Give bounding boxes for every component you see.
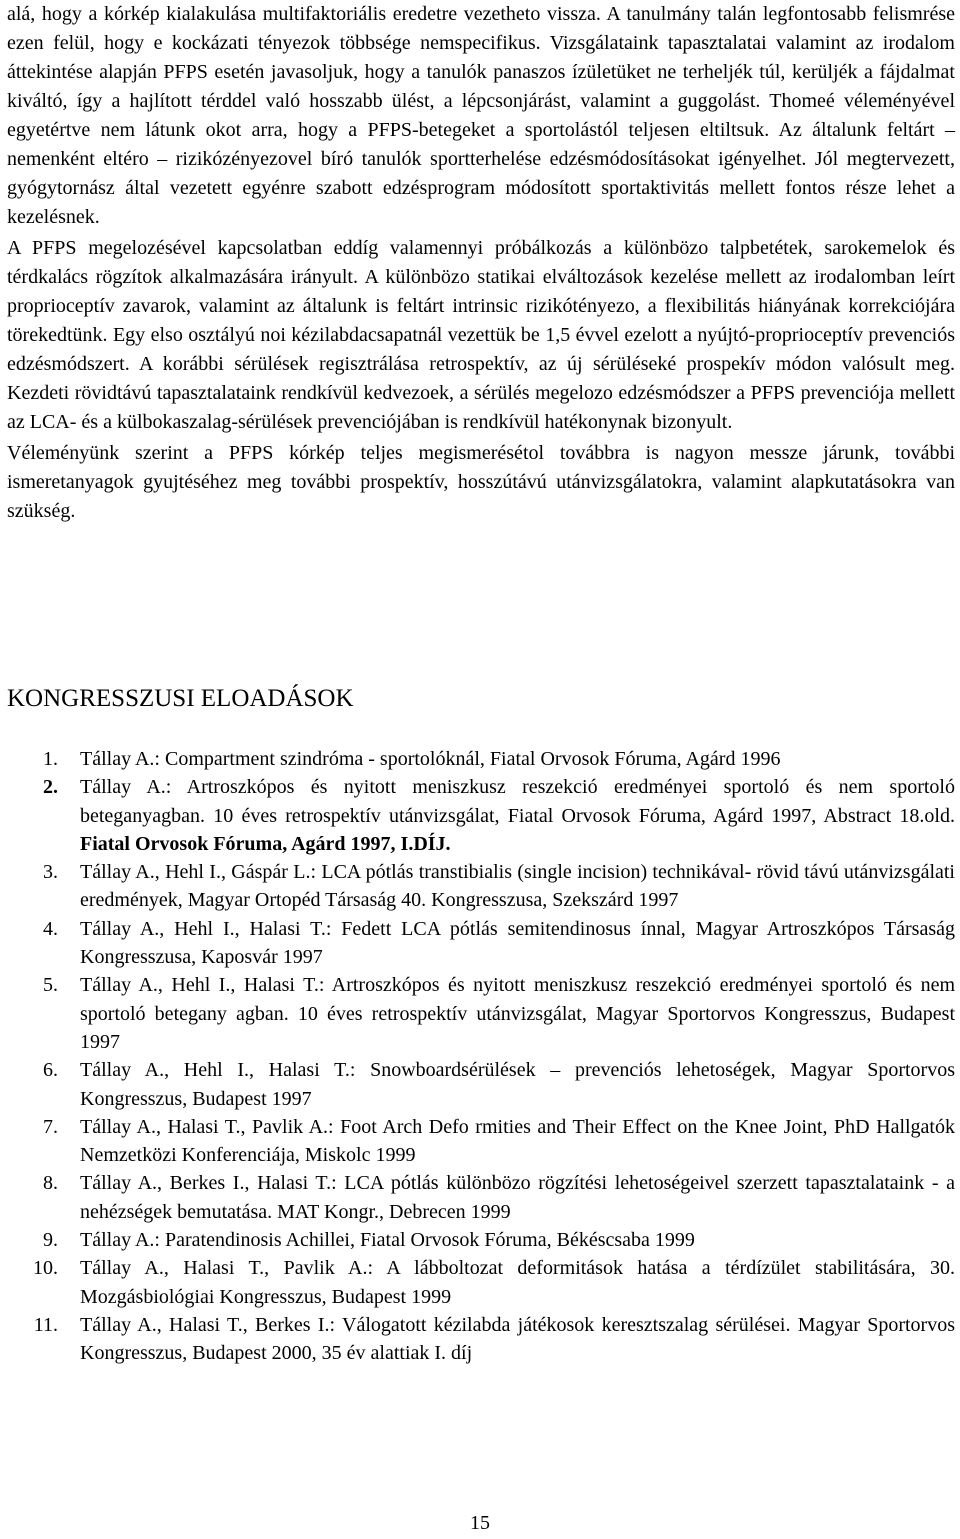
- list-item: [7, 1226, 955, 1254]
- list-item-text: Tállay A., Hehl I., Halasi T.: Snowboardsérülések – prevenciós lehetoségek, Magyar Sportorvos Kongresszus, Budapest 1997: [80, 1059, 955, 1110]
- list-item-number: 6.: [43, 1059, 58, 1082]
- page-number: 15: [470, 1512, 490, 1534]
- list-item-number: 1.: [43, 748, 58, 770]
- reference-list: [7, 745, 955, 1368]
- award-text: Fiatal Orvosok Fóruma, Agárd 1997, I.DÍJ.: [80, 832, 451, 855]
- list-item-text: Tállay A., Hehl I., Halasi T.: Artroszkópos és nyitott meniszkusz reszekció eredményei sportoló és nem sportoló betegany agban. 10 éves retrospektív utánvizsgálat, Magyar Sportorvos Kongresszus, Budapest 1997: [80, 974, 955, 1053]
- list-item-number: 5.: [43, 974, 58, 997]
- list-item-number: 7.: [43, 1115, 58, 1138]
- list-item-number: 10.: [33, 1257, 58, 1280]
- body-text: [7, 0, 955, 526]
- list-item: [7, 745, 955, 773]
- list-item-number: 4.: [43, 917, 58, 940]
- list-item-text: Tállay A.: Artroszkópos és nyitott meniszkusz reszekció eredményei sportoló és nem sportoló beteganyagban. 10 éves retrospektív utánvizsgálat, Fiatal Orvosok Fóruma, Agárd 1997, Abstract 18.old.: [80, 776, 955, 827]
- list-item-text: Tállay A., Halasi T., Pavlik A.: Foot Arch Defo rmities and Their Effect on the Knee Joint, PhD Hallgatók Nemzetközi Konferenciája, Miskolc 1999: [80, 1115, 955, 1167]
- list-item-text: Tállay A.: Paratendinosis Achillei, Fiatal Orvosok Fóruma, Békéscsaba 1999: [80, 1229, 695, 1252]
- list-item-text: Tállay A., Hehl I., Halasi T.: Fedett LCA pótlás semitendinosus ínnal, Magyar Artroszkópos Társaság Kongresszusa, Kaposvár 1997: [80, 917, 955, 969]
- list-item-number: 2.: [43, 776, 58, 799]
- list-item: [7, 971, 955, 1056]
- paragraph-outlook: Véleményünk szerint a PFPS kórkép teljes megismerésétol továbbra is nagyon messze járunk, további ismeretanyagok gyujtéséhez meg további prospektív, hosszútávú utánvizsgálatokra, valamint alapkutatásokra van szükség.: [7, 442, 955, 522]
- list-item: [7, 1311, 955, 1368]
- list-item: [7, 1056, 955, 1113]
- list-item-text: Tállay A.: Compartment szindróma - sportolóknál, Fiatal Orvosok Fóruma, Agárd 1996: [80, 748, 781, 770]
- paragraph-conclusions: alá, hogy a kórkép kialakulása multifaktoriális eredetre vezetheto vissza. A tanulmány talán legfontosabb felismrése ezen felül, hogy e kockázati tényezok többsége nemspecifikus. Vizsgálataink tapasztalatai valamint az irodalom áttekintése alapján PFPS esetén javasoljuk, hogy a tanulók panaszos ízületüket ne terheljék túl, kerüljék a fájdalmat kiváltó, így a hajlított térddel való hosszabb ülést, a lépcsonjárást, valamint a guggolást. Thomeé véleményével egyetértve nem látunk okot arra, hogy a PFPS-betegeket a sportolástól teljesen eltiltsuk. Az általunk feltárt – nemenként eltéro – rizikózényezovel bíró tanulók sportterhelése edzésmódosításokat igényelhet. Jól megtervezett, gyógytornász által vezetett egyénre szabott edzésprogram módosított sportaktivitás mellett fontos része lehet a kezelésnek.: [7, 3, 955, 228]
- list-item-text: Tállay A., Halasi T., Berkes I.: Válogatott kézilabda játékosok keresztszalag sérülései. Magyar Sportorvos Kongresszus, Budapest 2000, 35 év alattiak I. díj: [80, 1313, 955, 1365]
- list-item: [7, 1113, 955, 1170]
- list-item-text: Tállay A., Hehl I., Gáspár L.: LCA pótlás transtibialis (single incision) technikával- rövid távú utánvizsgálati eredmények, Magyar Ortopéd Társaság 40. Kongresszusa, Szekszárd 1997: [80, 861, 955, 912]
- list-item-number: 8.: [43, 1172, 58, 1195]
- list-item: [7, 915, 955, 972]
- list-item-number: 9.: [43, 1229, 58, 1252]
- list-item: [7, 1169, 955, 1226]
- list-item: [7, 1254, 955, 1311]
- list-item-text: Tállay A., Halasi T., Pavlik A.: A lábboltozat deformitások hatása a térdízület stabilitására, 30. Mozgásbiológiai Kongresszus, Budapest 1999: [80, 1257, 955, 1308]
- list-item: [7, 773, 955, 858]
- paragraph-prevention: A PFPS megelozésével kapcsolatban eddíg valamennyi próbálkozás a különbözo talpbetétek, sarokemelok és térdkalács rögzítok alkalmazására irányult. A különbözo statikai elváltozások kezelése mellett az irodalomban leírt proprioceptív zavarok, valamint az általunk is feltárt intrinsic rizikótényezo, a flexibilitás hiányának korrekciójára törekedtünk. Egy elso osztályú noi kézilabdacsapatnál vezettük be 1,5 évvel ezelott a nyújtó-proprioceptív prevenciós edzésmódszert. A korábbi sérülések regisztrálása retrospektív, az új sérüléseké prospekív módon valósult meg. Kezdeti rövidtávú tapasztalataink rendkívül kedvezoek, a sérülés megelozo edzésmódszer a PFPS prevenciója mellett az LCA- és a külbokaszalag-sérülések prevenciójában is rendkívül hatékonynak bizonyult.: [7, 237, 955, 433]
- list-item-text: Tállay A., Berkes I., Halasi T.: LCA pótlás különbözo rögzítési lehetoségeivel szerzett tapasztalataink - a nehézségek bemutatása. MAT Kongr., Debrecen 1999: [80, 1172, 955, 1223]
- list-item: [7, 858, 955, 915]
- list-item-number: 3.: [43, 861, 58, 884]
- list-item-number: 11.: [33, 1313, 58, 1336]
- section-heading: KONGRESSZUSI ELOADÁSOK: [7, 685, 354, 712]
